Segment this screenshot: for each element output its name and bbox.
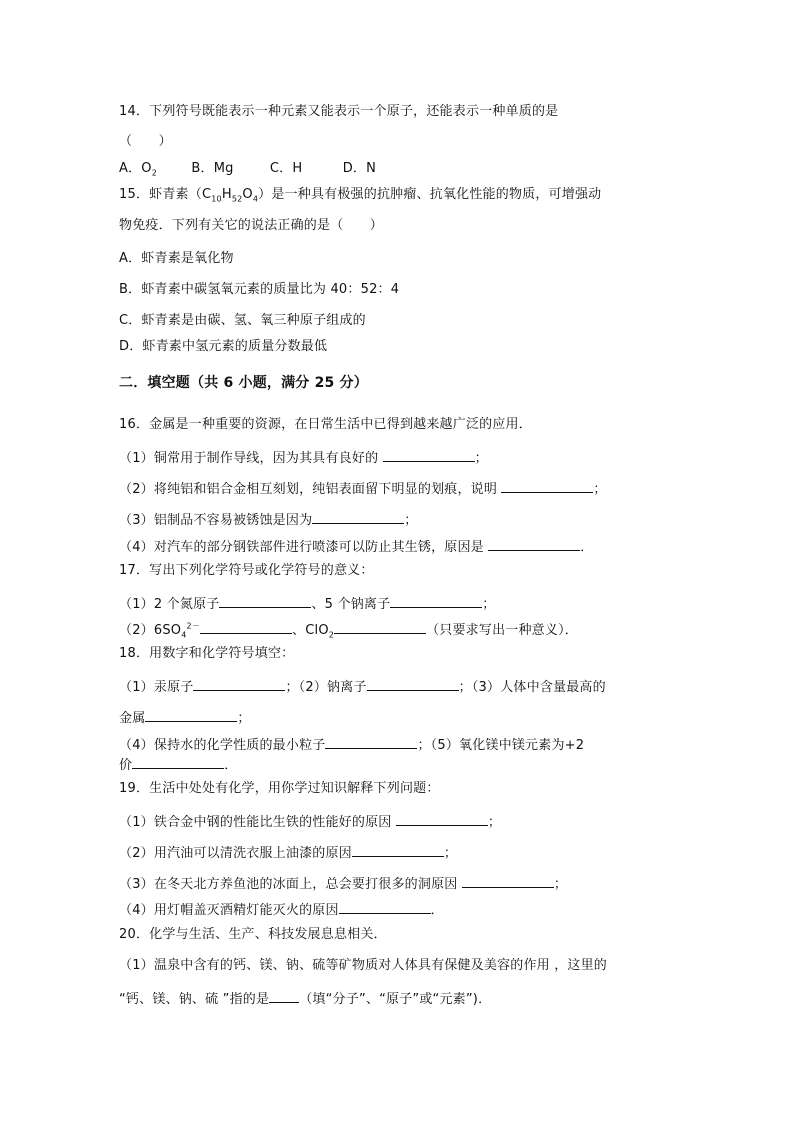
answer-blank[interactable] [501,478,593,493]
answer-blank[interactable] [383,447,475,462]
q17-stem: 17．写出下列化学符号或化学符号的意义： [119,563,374,578]
q15-stem-cont: 物免疫．下列有关它的说法正确的是（ ） [119,218,384,233]
q18-line-2: 金属 ； [119,707,251,728]
answer-blank[interactable] [325,734,417,749]
q20-stem: 20．化学与生活、生产、科技发展息息相关． [119,927,387,942]
q15-option-a: A．虾青素是氧化物 [119,251,234,266]
answer-blank[interactable] [132,754,224,769]
q16-part-2: （2）将纯铝和铝合金相互刻划，纯铝表面留下明显的划痕，说明 ； [119,478,607,499]
q16-part-3: （3）铝制品不容易被锈蚀是因为 ； [119,509,417,530]
answer-blank[interactable] [488,536,580,551]
answer-blank[interactable] [339,899,431,914]
q17-part-1: （1）2 个氮原子 、5 个钠离子 ； [119,593,496,614]
q17-part-2: $(2)6SO_4^{2-}$ 、ClO$_2$ （只要求写出一种意义）． [119,619,578,640]
q15-option-d: D．虾青素中氢元素的质量分数最低 [119,339,328,354]
q14-stem: 14．下列符号既能表示一种元素又能表示一个原子，还能表示一种单质的是 [119,104,559,119]
answer-blank[interactable] [462,873,554,888]
answer-blank[interactable] [269,988,299,1003]
q16-part-1: （1）铜常用于制作导线，因为其具有良好的 ； [119,447,488,468]
q19-part-1: （1）铁合金中钢的性能比生铁的性能好的原因 ； [119,811,501,832]
q18-stem: 18．用数字和化学符号填空： [119,646,295,661]
answer-blank[interactable] [312,509,404,524]
q15-stem: 15．虾青素$(C_{10}H_{52}O_4)$是一种具有极强的抗肿瘤、抗氧化性能的物质，可增强动 [119,187,602,204]
q19-part-3: （3）在冬天北方养鱼池的冰面上，总会要打很多的洞原因 ； [119,873,567,894]
answer-blank[interactable] [145,707,237,722]
q19-part-4: （4）用灯帽盖灭酒精灯能灭火的原因 ． [119,899,444,920]
q14-option-b: B．Mg [191,161,234,176]
answer-blank[interactable] [334,619,426,634]
q18-line-1: （1）汞原子 ；（2）钠离子 ；（3）人体中含量最高的 [119,676,606,697]
q14-option-c: C．H [269,161,303,176]
answer-blank[interactable] [390,593,482,608]
q16-part-4: （4）对汽车的部分钢铁部件进行喷漆可以防止其生锈，原因是 ． [119,536,593,557]
section-title: 二．填空题（共 6 小题，满分 25 分） [119,375,368,391]
answer-blank[interactable] [219,593,311,608]
q14-options [119,160,376,178]
q20-part-1: （1）温泉中含有的钙、镁、钠、硫等矿物质对人体具有保健及美容的作用 ，这里的 [119,958,608,973]
q19-part-2: （2）用汽油可以清洗衣服上油漆的原因 ； [119,842,457,863]
answer-blank[interactable] [352,842,444,857]
q14-paren: （ ） [119,134,172,149]
q16-stem: 16．金属是一种重要的资源，在日常生活中已得到越来越广泛的应用． [119,417,532,432]
answer-blank[interactable] [193,676,285,691]
q18-line-3: （4）保持水的化学性质的最小粒子 ；（5）氧化镁中镁元素为+2 [119,734,584,755]
answer-blank[interactable] [200,619,292,634]
q19-stem: 19．生活中处处有化学，用你学过知识解释下列问题： [119,781,440,796]
q15-option-c: C．虾青素是由碳、氢、氧三种原子组成的 [119,313,366,328]
q18-line-4: 价 ． [119,754,237,775]
q14-option-d: D．N [342,161,377,176]
q14-option-a: A．$O_2$ [119,161,158,178]
answer-blank[interactable] [367,676,459,691]
q20-part-1-cont: “钙、镁、钠、硫 ”指的是 （填“分子”、“原子”或“元素”)． [119,988,491,1009]
q15-option-b: B．虾青素中碳氢氧元素的质量比为 40：52：4 [119,282,400,297]
answer-blank[interactable] [396,811,488,826]
